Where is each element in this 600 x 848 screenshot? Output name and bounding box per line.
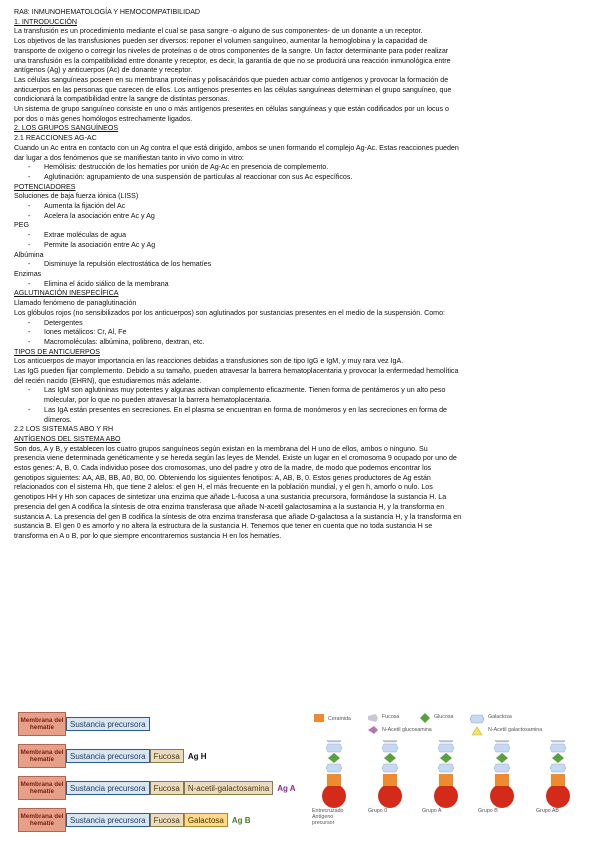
red-cell-base [378, 784, 402, 808]
sugar-shape [438, 740, 454, 742]
text-line: Los anticuerpos de mayor importancia en las reacciones debidas a transfusiones son de tipo IgG e IgM, y muy rara vez IgA. [14, 357, 404, 366]
list-item-continuation: dímeros. [44, 415, 72, 424]
list-item: - Detergentes [14, 319, 588, 329]
nacetilgal-swatch [472, 727, 482, 735]
precursor-box: Sustancia precursora [66, 781, 150, 795]
sugar-shape [550, 740, 566, 742]
text-line: Las IgG pueden fijar complemento. Debido a su tamaño, pueden atravesar la barrera hematoplacentaria y provocar la enfermedad hemolítica [14, 367, 459, 376]
red-cell-base [490, 784, 514, 808]
text-line: Los glóbulos rojos (no sensibilizados por los anticuerpos) son aglutinados por sustancias presentes en el medio de la suspensión. Como: [14, 308, 445, 317]
heading-antigenos-abo: ANTÍGENOS DEL SISTEMA ABO [14, 434, 121, 443]
glucosa-shape [384, 753, 396, 763]
ceramida-block [327, 774, 341, 786]
section-heading-grupos: 2. LOS GRUPOS SANGUÍNEOS [14, 124, 119, 133]
text-line: genotipos HH y Hh son capaces de sintetizar una enzima que añade L-fucosa a una sustancia precursora, formándose la sustancia H. La [14, 493, 447, 502]
text-line: Son dos, A y B, y establecen los cuatro grupos sanguíneos según existan en la membrana del H uno de ellos, ambos o ninguno. Su [14, 444, 428, 453]
sugar-shape [326, 740, 342, 742]
text-line: genotipos siguientes: AA, AB, BB, A0, B0, 00. Obteniendo los siguientes fenotipos: A, AB, B, 0. Estos genes productores de Ag están [14, 473, 431, 482]
precursor-box: Sustancia precursora [66, 717, 150, 731]
sugar-shape [494, 744, 510, 752]
text-line: Llamado fenómeno de panaglutinación [14, 299, 137, 308]
text-line: dar lugar a dos fenómenos que se manifiestan tanto in vivo como in vitro: [14, 153, 244, 162]
text-line: por dos o más genes homólogos estrechamente ligados. [14, 114, 193, 123]
galactosa-swatch [470, 715, 484, 723]
text-line: Los objetivos de las transfusiones pueden ser diversos: reponer el volumen sanguíneo, aumentar la hemoglobina y la capacidad de [14, 37, 428, 46]
text-line: anticuerpos en las personas que carecen de ellos. Los antígenos presentes en las células sanguíneas determinan el grupo sanguíneo, que [14, 85, 452, 94]
galactosa-box: Galactosa [184, 813, 228, 827]
document-title: RA8: INMUNOHEMATOLOGÍA Y HEMOCOMPATIBILIDAD [14, 8, 201, 16]
glucosa-label: Glucosa [434, 714, 454, 720]
schema-row-ag-b [18, 808, 251, 832]
ceramida-block [495, 774, 509, 786]
text-line: PEG [14, 221, 29, 230]
list-item: - Las IgM son aglutininas muy potentes y algunas activan complemento eficazmente. Tienen forma de pentámeros y un alto peso [14, 386, 588, 396]
heading-potenciadores: POTENCIADORES [14, 182, 76, 191]
sugar-shape [494, 764, 510, 772]
column-labels [312, 808, 592, 844]
galactosa-label: Galactosa [488, 714, 512, 720]
schema-row-ag-a [18, 776, 296, 800]
column-label-grupo-b: Grupo B [478, 808, 498, 814]
text-line: Un sistema de grupo sanguíneo consiste en uno o más antígenos presentes en células sanguíneas y que están codificados por un locus o [14, 105, 449, 114]
list-item: - Acelera la asociación entre Ac y Ag [14, 212, 588, 222]
fucosa-label: Fucosa [382, 714, 400, 720]
ceramida-swatch [314, 714, 324, 722]
text-line: La transfusión es un procedimiento mediante el cual se pasa sangre -o alguno de sus componentes- de un donante a un receptor. [14, 27, 423, 36]
sugar-shape [550, 764, 566, 772]
ceramida-block [383, 774, 397, 786]
sugar-shape [326, 764, 342, 772]
text-line: Las células sanguíneas poseen en su membrana proteínas y polisacáridos que pueden actuar como antígenos y provocar la formación de [14, 75, 449, 84]
list-item: - Aglutinación: agrupamiento de una suspensión de partículas al reaccionar con sus Ac específicos. [14, 173, 588, 183]
list-item: - Extrae moléculas de agua [14, 231, 588, 241]
column-label-grupo-a: Grupo A [422, 808, 442, 814]
red-cell-base [322, 784, 346, 808]
red-cell-base [546, 784, 570, 808]
fucosa-box: Fucosa [150, 781, 184, 795]
ag-b-label: Ag B [231, 815, 251, 825]
list-item: - Hemólisis: destrucción de los hematíes por unión de Ag-Ac en presencia de complemento. [14, 163, 588, 173]
precursor-box: Sustancia precursora [66, 749, 150, 763]
nacetilglu-label: N-Acetil glucosamina [382, 727, 432, 733]
sugar-shape [382, 744, 398, 752]
nacetilglu-swatch [368, 726, 378, 734]
list-item: - Macromoléculas: albúmina, polibreno, dextran, etc. [14, 338, 588, 348]
heading-tipos-anticuerpos: TIPOS DE ANTICUERPOS [14, 347, 100, 356]
column-label-grupo-0: Grupo 0 [368, 808, 388, 814]
text-line: Enzimas [14, 269, 42, 278]
text-line: Cuando un Ac entra en contacto con un Ag contra el que está dirigido, ambos se unen formando el complejo Ag-Ac. Estas reacciones pueden [14, 143, 459, 152]
red-cell-base [434, 784, 458, 808]
text-line: transforma en A o B, por lo que siempre encontraremos sustancia H en los hematíes. [14, 531, 282, 540]
text-line: antígenos (Ag) y anticuerpos (Ac) de donante y receptor. [14, 66, 193, 75]
text-line: condicionará la compatibilidad entre la sangre de distintas personas. [14, 95, 230, 104]
text-line: presencia del gen A codifica la síntesis de otra enzima transferasa que añade N-acetil galactosamina a la sustancia H, y la transforma en [14, 502, 445, 511]
sugar-shape [494, 740, 510, 742]
column-label-grupo-ab: Grupo AB [536, 808, 559, 814]
list-item: - Elimina el ácido siálico de la membrana [14, 280, 588, 290]
ceramida-block [551, 774, 565, 786]
glucosa-swatch [420, 713, 430, 723]
list-item: - Iones metálicos: Cr, Al, Fe [14, 328, 588, 338]
membrane-label: Membrana del hematíe [18, 808, 66, 832]
ag-h-label: Ag H [187, 751, 207, 761]
text-line: una transfusión es la compatibilidad entre donante y receptor, es decir, la garantía de que no se producirá una reacción inmunológica entre [14, 56, 451, 65]
text-line: transporte de oxígeno o corregir los niveles de proteínas o de otros componentes de la sangre. Un factor determinante para poder realizar [14, 46, 449, 55]
schema-row-ag-h [18, 744, 207, 768]
text-line: Soluciones de baja fuerza iónica (LISS) [14, 192, 139, 201]
sugar-shape [438, 744, 454, 752]
list-item: - Disminuye la repulsión electrostática de los hematíes [14, 260, 588, 270]
fucosa-swatch [368, 714, 378, 722]
sugar-shape [438, 764, 454, 772]
text-line: estos genes: A, B, 0. Cada individuo posee dos cromosomas, uno del padre y otro de la madre, de modo que podemos encontrar los [14, 464, 432, 473]
text-line: sustancia B. El gen 0 es amorfo y no altera la estructura de la sustancia H. Tenemos que tener en cuenta que no toda sustancia H se [14, 522, 433, 531]
ceramida-label: Ceramida [328, 716, 351, 722]
ceramida-block [439, 774, 453, 786]
subsection-heading: 2.1 REACCIONES AG-AC [14, 134, 97, 143]
text-line: relacionados con el sistema Hh, que tiene 2 alelos: el gen H, el más frecuente en la población mundial, y el gen h, amorfo o nulo. Los [14, 483, 433, 492]
precursor-box: Sustancia precursora [66, 813, 150, 827]
membrane-label: Membrana del hematíe [18, 712, 66, 736]
sugar-shape [382, 764, 398, 772]
nacetilgal-label: N-Acetil galactosamina [488, 727, 543, 733]
text-line: del recién nacido (EHRN), que estudiaremos más adelante. [14, 376, 202, 385]
glucosa-shape [328, 753, 340, 763]
glucosa-shape [496, 753, 508, 763]
list-item: - Aumenta la fijación del Ac [14, 202, 588, 212]
glucosa-shape [440, 753, 452, 763]
fucosa-box: Fucosa [150, 749, 184, 763]
membrane-label: Membrana del hematíe [18, 744, 66, 768]
list-item-continuation: molecular, por lo que no pueden atravesar la barrera hematoplacentaria. [44, 396, 272, 405]
text-line: Albúmina [14, 250, 44, 259]
ag-a-label: Ag A [277, 783, 296, 793]
heading-aglutinacion: AGLUTINACIÓN INESPECÍFICA [14, 289, 119, 298]
column-label-precursor: Entrecruzado Antígeno precursor [312, 808, 344, 826]
nacetil-box: N-acetil-galactosamina [184, 781, 273, 795]
membrane-label: Membrana del hematíe [18, 776, 66, 800]
sugar-shape [382, 740, 398, 742]
sugar-shape [550, 744, 566, 752]
document-body [14, 8, 588, 542]
text-line: presencia viene determinada genéticamente y se hereda según las leyes de Mendel. Existe un lugar en el cromosoma 9 ocupado por uno de [14, 454, 457, 463]
subsection-heading: 2.2 LOS SISTEMAS ABO Y RH [14, 425, 114, 434]
list-item: - Permite la asociación entre Ac y Ag [14, 241, 588, 251]
text-line: sustancia A. La presencia del gen B codifica la síntesis de otra enzima transferasa que añade D-galactosa a la sustancia H, y la transforma en [14, 512, 462, 521]
sugar-shape [326, 744, 342, 752]
list-item: - Las IgA están presentes en secreciones. En el plasma se encuentran en forma de monómeros y en las secreciones en forma de [14, 406, 588, 416]
section-heading-introduccion: 1. INTRODUCCIÓN [14, 17, 78, 26]
fucosa-box: Fucosa [150, 813, 184, 827]
glucosa-shape [552, 753, 564, 763]
schema-row-precursor [18, 712, 150, 736]
